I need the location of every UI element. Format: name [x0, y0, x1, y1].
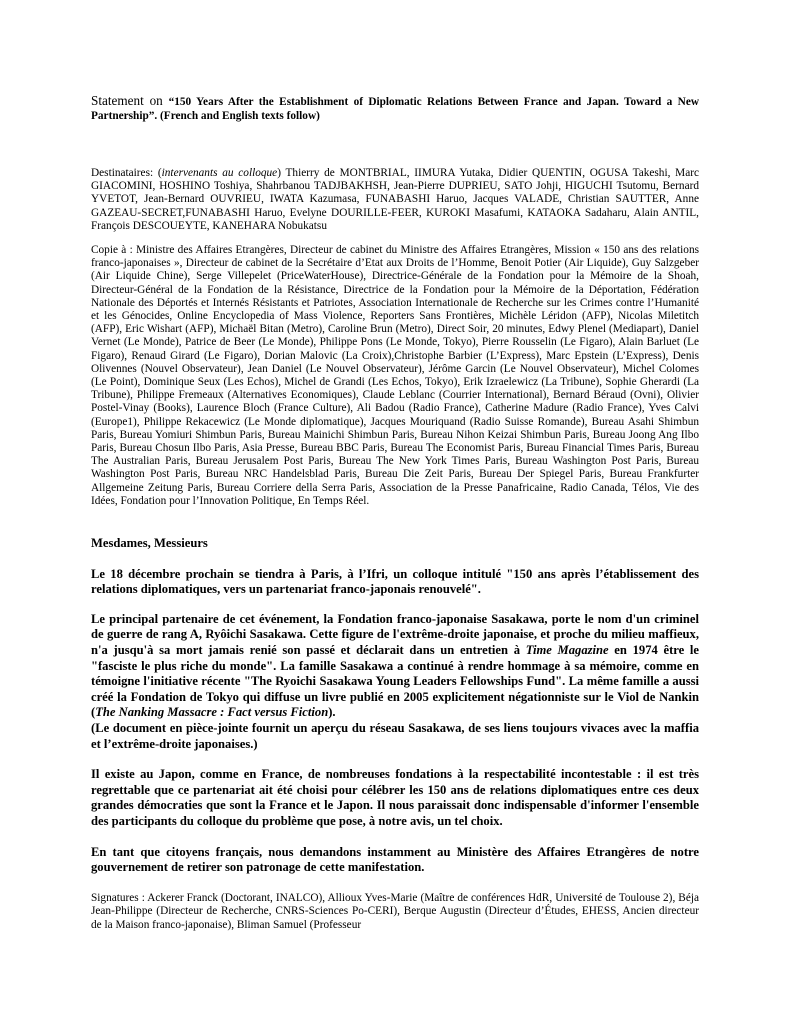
- destinataires-label: Destinataires: (: [91, 167, 162, 179]
- title-lead: Statement on: [91, 93, 169, 108]
- destinataires-italic: intervenants au colloque: [161, 167, 278, 179]
- document-page: [91, 94, 699, 933]
- para2-part-b: en 1974 être le "fasciste le plus riche du monde". La famille Sasakawa a continué à rendre hommage à sa mémoire, comme en témoigne l'initiative récente "The Ryoichi Sasakawa Young Leaders Fellowships Fund". La même famille a aussi créé la Fondation de Tokyo qui diffuse un livre publié en 2005 explicitement négationniste sur le Viol de Nankin (: [91, 643, 699, 720]
- paragraph-colloque: Le 18 décembre prochain se tiendra à Paris, à l’Ifri, un colloque intitulé "150 ans après l’établissement des relations diplomatiques, vers un partenariat franco-japonais renouvelé".: [91, 566, 699, 597]
- copie-paragraph: Copie à : Ministre des Affaires Etrangères, Directeur de cabinet du Ministre des Affaires Etrangères, Mission « 150 ans des relations franco-japonaises », Directeur de cabinet de la Secrétaire d’Etat aux Droits de l’Homme, Benoit Potier (Air Liquide), Guy Salzgeber (Air Liquide Chine), Serge Villepelet (PriceWaterHouse), Directrice-Générale de la Fondation pour la Mémoire de la Shoah, Directeur-Général de la Fondation de la Résistance, Directrice de la Fondation pour la Mémoire de la Déportation, Fédération Nationale des Déportés et Internés Résistants et Patriotes, Association Internationale de Recherche sur les Crimes contre l’Humanité et les Génocides, Online Encyclopedia of Mass Violence, Reporters Sans Frontières, Michèle Léridon (AFP), Nicolas Miletitch (AFP), Eric Wishart (AFP), Michaël Bitan (Metro), Caroline Brun (Metro), Direct Soir, 20 minutes, Edwy Plenel (Mediapart), Daniel Vernet (Le Monde), Patrice de Beer (Le Monde), Philippe Pons (Le Monde, Tokyo), Pierre Rousselin (Le Figaro), Alain Barluet (Le Figaro), Renaud Girard (Le Figaro), Dorian Malovic (La Croix),Christophe Barbier (L’Express), Marc Epstein (L’Express), Denis Olivennes (Nouvel Observateur), Jean Daniel (Le Nouvel Observateur), Jérôme Garcin (Le Nouvel Observateur), Michel Colomes (Le Point), Dominique Seux (Les Echos), Michel de Grandi (Les Echos, Tokyo), Erik Izraelewicz (La Tribune), Sophie Gherardi (La Tribune), Philippe Fremeaux (Alternatives Economiques), Claude Leblanc (Courrier International), Bernard Béraud (Ovni), Olivier Postel-Vinay (Books), Laurence Bloch (France Culture), Ali Badou (Radio France), Catherine Madure (Radio France), Yves Calvi (Europe1), Philippe Rekacewicz (Le Monde diplomatique), Jacques Mouriquand (Radio Suisse Romande), Bureau Asahi Shimbun Paris, Bureau Yomiuri Shimbun Paris, Bureau Mainichi Shimbun Paris, Bureau Nihon Keizai Shimbun Paris, Bureau Joong Ang Ilbo Paris, Bureau Chosun Ilbo Paris, Asia Presse, Bureau BBC Paris, Bureau The Economist Paris, Bureau Financial Times Paris, Bureau The Australian Paris, Bureau Jerusalem Post Paris, Bureau The New York Times Paris, Bureau Washington Post Paris, Bureau Washington Post Paris, Bureau NRC Handelsblad Paris, Bureau Die Zeit Paris, Bureau Der Spiegel Paris, Bureau Frankfurter Allgemeine Zeitung Paris, Bureau Corriere della Serra Paris, Association de la Presse Panafricaine, Radio Canada, Télos, Vie des Idées, Fondation pour l’Innovation Politique, En Temps Réel.: [91, 244, 699, 507]
- paragraph-sasakawa: [91, 612, 699, 752]
- para2-part-a: Le principal partenaire de cet événement, la Fondation franco-japonaise Sasakawa, porte le nom d'un criminel de guerre de rang A, Ryôichi Sasakawa. Cette figure de l'extrême-droite japonaise, et proche du milieu maffieux, n'a jusqu'à sa mort jamais renié son passé et déclarait dans un entretien à: [91, 611, 699, 658]
- signatures-paragraph: Signatures : Ackerer Franck (Doctorant, INALCO), Allioux Yves-Marie (Maître de conférences HdR, Université de Toulouse 2), Béja Jean-Philippe (Directeur de Recherche, CNRS-Sciences Po-CERI), Berque Augustin (Directeur d’Études, EHESS, Ancien directeur de la Maison franco-japonaise), Bliman Samuel (Professeur: [91, 891, 699, 931]
- salutation: Mesdames, Messieurs: [91, 536, 208, 551]
- nanking-book-italic: The Nanking Massacre : Fact versus Fiction: [95, 705, 329, 720]
- para2-attachment-note: (Le document en pièce-jointe fournit un aperçu du réseau Sasakawa, de ses liens toujours vivaces avec la maffia et l’extrême-droite japonaises.): [91, 721, 699, 751]
- destinataires-list: ) Thierry de MONTBRIAL, IIMURA Yutaka, Didier QUENTIN, OGUSA Takeshi, Marc GIACOMINI, HOSHINO Toshiya, Shahrbanou TADJBAKHSH, Jean-Pierre DUPRIEU, SATO Johji, HIGUCHI Tsutomu, Bernard YVETOT, Jean-Bernard OUVRIEU, IWATA Kazumasa, FUNABASHI Haruo, Jacques VALADE, Christian SAUTTER, Anne GAZEAU-SECRET,FUNABASHI Haruo, Evelyne DOURILLE-FEER, KUROKI Masafumi, KATAOKA Sadaharu, Alain ANTIL, François DESCOUEYTE, KANEHARA Nobukatsu: [91, 167, 700, 232]
- time-magazine-italic: Time Magazine: [525, 643, 609, 658]
- paragraph-fondations: Il existe au Japon, comme en France, de nombreuses fondations à la respectabilité incontestable : il est très regrettable que ce partenariat ait été choisi pour célébrer les 150 ans de relations diplomatiques entre ces deux grandes démocraties que sont la France et le Japon. Il nous paraissait donc indispensable d'informer l'ensemble des participants du colloque du problème que pose, à notre avis, un tel choix.: [91, 767, 699, 828]
- title-bold: “150 Years After the Establishment of Diplomatic Relations Between France and Japan. Toward a New Partnership”. (French and English texts follow): [91, 96, 699, 122]
- statement-title: [91, 94, 699, 123]
- para2-part-c: ).: [328, 705, 336, 720]
- destinataires-paragraph: [91, 167, 699, 233]
- paragraph-demande: En tant que citoyens français, nous demandons instamment au Ministère des Affaires Etrangères de notre gouvernement de retirer son patronage de cette manifestation.: [91, 844, 699, 875]
